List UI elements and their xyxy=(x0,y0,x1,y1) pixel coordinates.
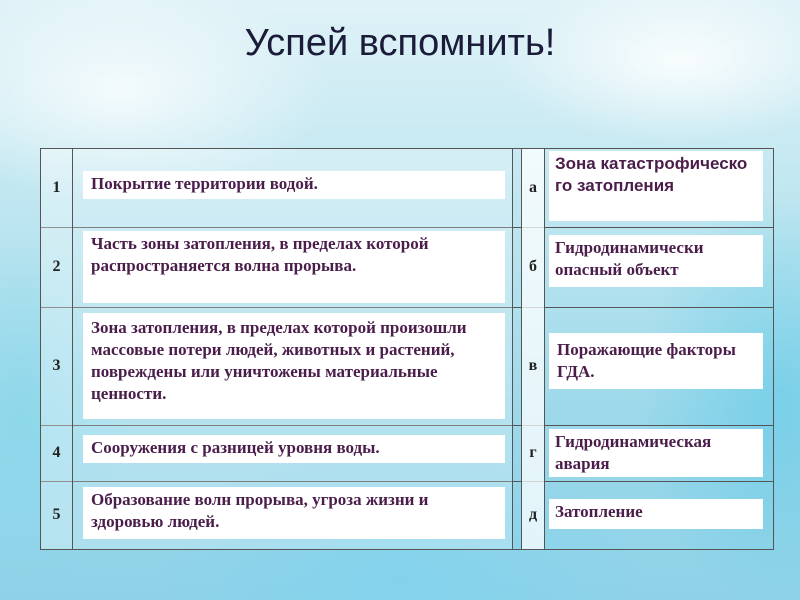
answer-text: Затопление xyxy=(549,499,763,529)
row-number: 3 xyxy=(41,307,73,425)
answer-text: Гидродинамическая авария xyxy=(549,429,763,477)
answer-letter: г xyxy=(521,425,545,481)
answer-letter: а xyxy=(521,149,545,227)
row-number: 4 xyxy=(41,425,73,481)
answer-letter: б xyxy=(521,227,545,307)
answer-text: Зона катастрофическо го затопления xyxy=(549,151,763,221)
description-text: Зона затопления, в пределах которой произошли массовые потери людей, животных и растений, повреждены или уничтожены материальные ценности. xyxy=(83,313,505,419)
table-row xyxy=(41,425,773,482)
row-number: 1 xyxy=(41,149,73,227)
answer-text: Гидродинамически опасный объект xyxy=(549,235,763,287)
row-number: 5 xyxy=(41,481,73,549)
answer-letter: д xyxy=(521,481,545,549)
row-number: 2 xyxy=(41,227,73,307)
answer-letter: в xyxy=(521,307,545,425)
table-row xyxy=(41,307,773,426)
description-text: Сооружения с разницей уровня воды. xyxy=(83,435,505,463)
slide-title: Успей вспомнить! xyxy=(244,22,556,64)
answer-text: Поражающие факторы ГДА. xyxy=(549,333,763,389)
matching-table xyxy=(40,148,774,550)
table-row xyxy=(41,227,773,308)
description-text: Образование волн прорыва, угроза жизни и здоровью людей. xyxy=(83,487,505,539)
description-text: Покрытие территории водой. xyxy=(83,171,505,199)
table-row xyxy=(41,149,773,228)
table-row xyxy=(41,481,773,549)
description-text: Часть зоны затопления, в пределах которой распространяется волна прорыва. xyxy=(83,231,505,303)
